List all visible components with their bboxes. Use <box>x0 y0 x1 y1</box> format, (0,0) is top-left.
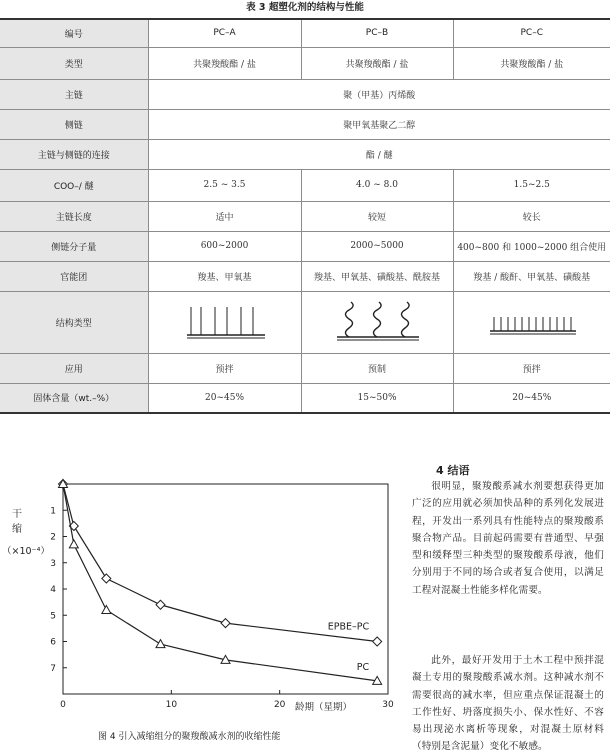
comb-coiled-icon <box>327 297 427 345</box>
table-caption: 表 3 超塑化剂的结构与性能 <box>246 2 364 13</box>
value-cell: 适中 <box>148 201 301 231</box>
structure-cell <box>148 291 301 353</box>
x-tick-label: 20 <box>273 700 286 710</box>
data-point <box>156 600 165 609</box>
value-cell: 共聚羧酸酯 / 盐 <box>301 47 453 79</box>
structure-cell <box>301 291 453 353</box>
value-cell: 预拌 <box>453 353 610 383</box>
row-label-cell: 侧链 <box>0 109 148 139</box>
table-row <box>0 353 610 383</box>
section-title: 4 结语 <box>436 464 470 477</box>
merged-value-cell: 酯 / 醚 <box>148 139 610 169</box>
paragraph-1: 很明显，聚羧酸系减水剂要想获得更加广泛的应用就必须加快品种的系列化发展进程，开发出一系列具有性能特点的聚羧酸系聚合物产品。目前起码需要有普通型、早强型和缓释型三种类型的聚羧酸系母液，他们分别用于不同的场合或者复合使用，以满足工程对混凝土性能多样化需要。 <box>412 481 604 596</box>
value-cell: 羧基 / 酸酐、甲氧基、磺酸基 <box>453 261 610 291</box>
value-cell: 1.5~2.5 <box>453 169 610 201</box>
value-cell: 2000~5000 <box>301 231 453 261</box>
value-cell: 共聚羧酸酯 / 盐 <box>148 47 301 79</box>
y-tick-label: 7 <box>50 663 56 674</box>
data-point <box>221 619 230 628</box>
y-tick-label: 1 <box>50 506 56 517</box>
series-label: EPBE–PC <box>327 621 370 633</box>
x-tick-label: 30 <box>382 700 394 710</box>
value-cell: 400~800 和 1000~2000 组合使用 <box>453 231 610 261</box>
table-row <box>0 201 610 231</box>
header-cell: PC–A <box>148 19 301 47</box>
table-row <box>0 109 610 139</box>
data-point <box>102 606 111 614</box>
row-label-cell: 主链长度 <box>0 201 148 231</box>
row-label-cell: 主链 <box>0 79 148 109</box>
y-tick-label: 5 <box>50 611 56 622</box>
header-cell: PC–B <box>301 19 453 47</box>
value-cell: 较长 <box>453 201 610 231</box>
comb-dense-icon <box>482 297 582 345</box>
y-axis-label: 干 <box>12 509 22 520</box>
value-cell: 预制 <box>301 353 453 383</box>
value-cell: 20~45% <box>453 383 610 413</box>
x-tick-label: 0 <box>60 700 66 710</box>
data-point <box>373 637 382 646</box>
x-tick-label: 10 <box>165 700 178 710</box>
y-axis-label: 缩 <box>12 524 22 535</box>
row-label-cell: 固体含量（wt.–%） <box>0 383 148 413</box>
row-label-cell: 结构类型 <box>0 291 148 353</box>
table-row <box>0 47 610 79</box>
table-row <box>0 231 610 261</box>
row-label-cell: 主链与侧链的连接 <box>0 139 148 169</box>
table-row <box>0 291 610 353</box>
row-label-cell: 类型 <box>0 47 148 79</box>
table-header-row <box>0 19 610 47</box>
data-point <box>156 640 165 648</box>
table-row <box>0 261 610 291</box>
value-cell: 600~2000 <box>148 231 301 261</box>
value-cell: 20~45% <box>148 383 301 413</box>
y-axis-unit: （×10⁻⁴） <box>2 546 50 557</box>
figure-caption: 图 4 引入减缩组分的聚羧酸减水剂的收缩性能 <box>98 732 281 742</box>
value-cell: 4.0 ~ 8.0 <box>301 169 453 201</box>
y-tick-label: 3 <box>50 558 56 569</box>
value-cell: 共聚羧酸酯 / 盐 <box>453 47 610 79</box>
properties-table <box>0 18 610 414</box>
data-point <box>102 574 111 583</box>
paragraph-2: 此外，最好开发用于土木工程中预拌混凝土专用的聚羧酸系减水剂。这种减水剂不需要很高的减水率，但应重点保证混凝土的工作性好、坍落度损失小、保水性好、不容易出现泌水离析等现象，对混凝土原材料（特别是含泥量）变化不敏感。 <box>412 655 604 753</box>
value-cell: 预拌 <box>148 353 301 383</box>
series-line <box>63 484 377 642</box>
y-tick-label: 2 <box>50 532 56 543</box>
row-label-cell: COO–/ 醚 <box>0 169 148 201</box>
data-point <box>69 540 78 548</box>
y-tick-label: 6 <box>50 637 56 648</box>
comb-sparse-icon <box>175 297 275 345</box>
row-label-cell: 侧链分子量 <box>0 231 148 261</box>
series-line <box>63 484 377 681</box>
table-row <box>0 139 610 169</box>
value-cell: 2.5 ~ 3.5 <box>148 169 301 201</box>
value-cell: 羧基、甲氧基 <box>148 261 301 291</box>
value-cell: 较短 <box>301 201 453 231</box>
header-cell: PC–C <box>453 19 610 47</box>
row-label-cell: 官能团 <box>0 261 148 291</box>
table-row <box>0 79 610 109</box>
header-label-cell: 编号 <box>0 19 148 47</box>
value-cell: 15~50% <box>301 383 453 413</box>
x-axis-label: 龄期（星期） <box>294 702 352 713</box>
value-cell: 羧基、甲氧基、磺酸基、酰胺基 <box>301 261 453 291</box>
merged-value-cell: 聚（甲基）丙烯酸 <box>148 79 610 109</box>
merged-value-cell: 聚甲氧基聚乙二醇 <box>148 109 610 139</box>
row-label-cell: 应用 <box>0 353 148 383</box>
series-label: PC <box>356 661 370 673</box>
structure-cell <box>453 291 610 353</box>
table-row <box>0 169 610 201</box>
table-row <box>0 383 610 413</box>
shrinkage-chart <box>0 470 405 728</box>
y-tick-label: 4 <box>50 585 56 595</box>
